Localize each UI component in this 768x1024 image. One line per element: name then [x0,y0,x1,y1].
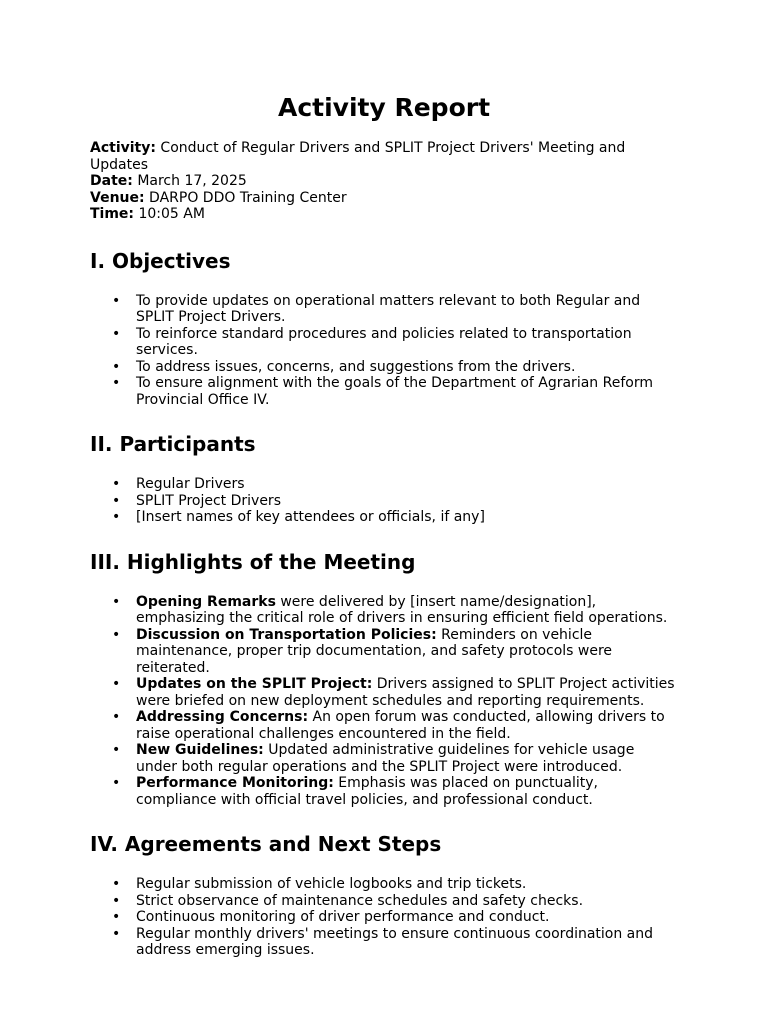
report-title: Activity Report [277,93,491,122]
list-item [136,594,678,627]
list-item [136,627,678,677]
agreements-heading: IV. Agreements and Next Steps [90,832,442,856]
activity-value: Conduct of Regular Drivers and SPLIT Project Drivers' Meeting and Updates [90,140,626,173]
highlights-list [90,594,678,809]
time-value: 10:05 AM [138,206,205,222]
agreements-list [90,876,678,959]
item-lead: New Guidelines: [136,742,264,758]
item-text: Reminders on vehicle maintenance, proper trip documentation, and safety protocols were reiterated. [136,626,613,676]
venue-line [90,190,678,207]
list-item: • SPLIT Project Drivers [136,493,678,510]
list-item [136,676,678,709]
list-item [136,775,678,808]
activity-label: Activity: [90,140,156,156]
venue-value: DARPO DDO Training Center [149,189,347,206]
objectives-heading: I. Objectives [90,248,231,273]
list-item: • Strict observance of maintenance schedules and safety checks. [136,893,678,910]
item-text: Emphasis was placed on punctuality, compliance with official travel policies, and professional conduct. [136,775,598,808]
date-value: March 17, 2025 [137,173,247,189]
list-item [136,709,678,742]
item-lead: Addressing Concerns: [136,709,309,725]
list-item [136,742,678,775]
item-lead: Performance Monitoring: [136,775,334,791]
list-item: • Continuous monitoring of driver performance and conduct. [136,909,678,926]
item-text: Drivers assigned to SPLIT Project activities were briefed on new deployment schedules and reporting requirements. [136,676,675,709]
list-item: • Regular submission of vehicle logbooks and trip tickets. [136,876,678,893]
list-item: • Regular monthly drivers' meetings to ensure continuous coordination and address emerging issues. [136,926,678,959]
objectives-list [90,293,678,409]
item-text: were delivered by [insert name/designation], emphasizing the critical role of drivers in ensuring efficient field operations. [136,593,668,626]
activity-line [90,140,678,173]
report-meta [90,140,678,223]
list-item: • To reinforce standard procedures and policies related to transportation services. [136,326,678,359]
date-line [90,173,678,190]
item-lead: Opening Remarks [136,593,276,610]
highlights-heading: III. Highlights of the Meeting [90,549,416,574]
time-line [90,206,678,223]
item-text: Updated administrative guidelines for vehicle usage under both regular operations and the SPLIT Project were introduced. [136,742,635,775]
list-item: • To provide updates on operational matters relevant to both Regular and SPLIT Project Drivers. [136,293,678,326]
date-label: Date: [90,173,133,189]
list-item: • To address issues, concerns, and suggestions from the drivers. [136,359,678,376]
item-lead: Discussion on Transportation Policies: [136,626,437,643]
participants-heading: II. Participants [90,432,256,456]
venue-label: Venue: [90,189,145,206]
list-item: • To ensure alignment with the goals of the Department of Agrarian Reform Provincial Office IV. [136,375,678,408]
item-text: An open forum was conducted, allowing drivers to raise operational challenges encountered in the field. [136,709,665,742]
list-item: • [Insert names of key attendees or officials, if any] [136,509,678,526]
item-lead: Updates on the SPLIT Project: [136,676,373,692]
participants-list [90,476,678,526]
time-label: Time: [90,206,135,222]
list-item: • Regular Drivers [136,476,678,493]
